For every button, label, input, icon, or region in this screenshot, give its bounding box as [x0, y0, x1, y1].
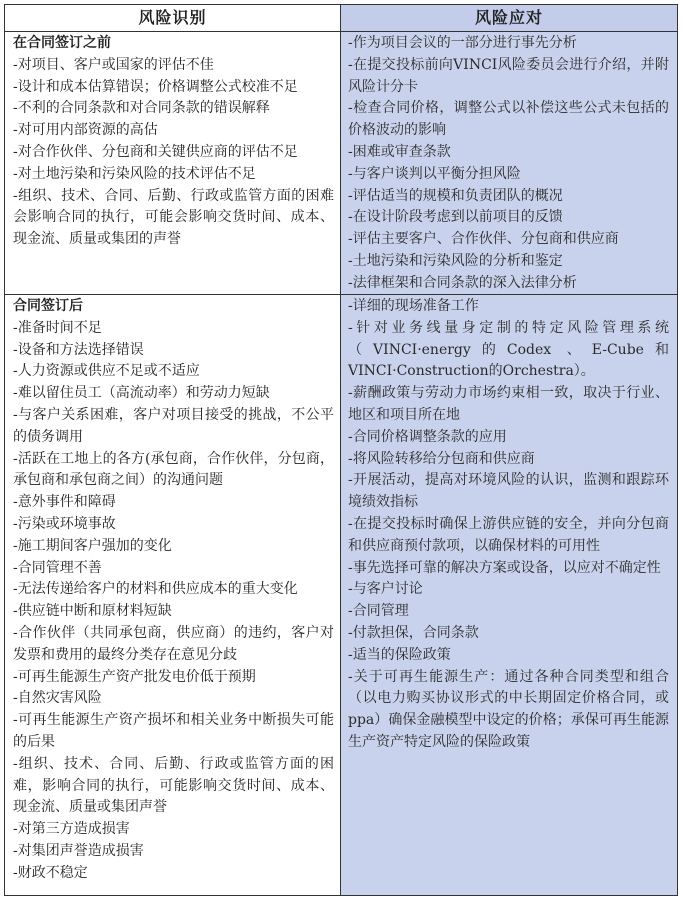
- before-response-item: -困难或审查条款: [348, 143, 451, 160]
- before-risk-item: -组织、技术、合同、后勤、行政或监管方面的困难会影响合同的执行，可能会影响交货时间、成本、现金流、质量或集团的声誉: [13, 187, 334, 248]
- after-risk-item: -可再生能源生产资产批发电价低于预期: [13, 668, 256, 685]
- after-response-item: -事先选择可靠的解决方案或设备，以应对不确定性: [348, 559, 661, 576]
- before-contract-risks: [5, 31, 340, 251]
- after-response-item: -合同价格调整条款的应用: [348, 428, 507, 445]
- after-contract-responses: [341, 294, 677, 754]
- after-response-item: -与客户讨论: [348, 581, 423, 598]
- risk-table: [4, 4, 678, 896]
- before-risk-item: -不利的合同条款和对合同条款的错误解释: [13, 100, 270, 117]
- after-risk-item: -可再生能源生产资产损坏和相关业务中断损失可能的后果: [13, 712, 334, 750]
- risk-response-column: [341, 5, 677, 895]
- after-risk-item: -活跃在工地上的各方(承包商，合作伙伴，分包商，承包商和承包商之间）的沟通问题: [13, 450, 334, 489]
- after-risk-item: -人力资源或供应不足或不适应: [13, 363, 200, 380]
- before-response-item: -与客户谈判以平衡分担风险: [348, 165, 521, 182]
- before-contract-responses: [341, 31, 677, 295]
- after-risk-item: -对第三方造成损害: [13, 821, 130, 838]
- after-response-item: -适当的保险政策: [348, 646, 451, 663]
- before-response-item: -检查合同价格，调整公式以补偿这些公式未包括的价格波动的影响: [348, 100, 669, 139]
- risk-identification-column: [5, 5, 341, 895]
- after-risk-item: -财政不稳定: [13, 864, 88, 881]
- after-risk-item: -设备和方法选择错误: [13, 341, 144, 358]
- after-response-item: -付款担保，合同条款: [348, 624, 479, 641]
- after-risk-item: -意外事件和障碍: [13, 494, 116, 511]
- before-response-item: -评估主要客户、合作伙伴、分包商和供应商: [348, 231, 619, 248]
- after-risk-item: -供应链中断和原材料短缺: [13, 603, 172, 620]
- after-risk-item: -组织、技术、合同、后勤、行政或监管方面的困难，影响合同的执行，可能影响交货时间、成本、现金流、质量或集团声誉: [13, 755, 334, 816]
- after-response-item: -将风险转移给分包商和供应商: [348, 450, 535, 467]
- after-risk-title: 合同签订后: [13, 298, 83, 314]
- after-risk-item: -自然灾害风险: [13, 690, 102, 707]
- after-contract-risks: [5, 294, 340, 885]
- after-risk-item: -施工期间客户强加的变化: [13, 537, 172, 554]
- before-response-item: -评估适当的规模和负责团队的概况: [348, 187, 563, 204]
- before-response-item: -在提交投标前向VINCI风险委员会进行介绍，并附风险计分卡: [348, 56, 669, 95]
- after-risk-item: -污染或环境事故: [13, 515, 116, 532]
- before-risk-item: -对项目、客户或国家的评估不佳: [13, 56, 214, 73]
- header-risk-response: 风险应对: [341, 5, 677, 32]
- after-response-item: -薪酬政策与劳动力市场约束相一致，取决于行业、地区和项目所在地: [348, 385, 669, 423]
- before-response-item: -作为项目会议的一部分进行事先分析: [348, 35, 577, 51]
- before-risk-item: -对土地污染和污染风险的技术评估不足: [13, 165, 256, 182]
- before-risk-item: -对可用内部资源的高估: [13, 122, 158, 139]
- after-risk-item: -与客户关系困难，客户对项目接受的挑战，不公平的债务调用: [13, 406, 334, 445]
- after-risk-item: -准备时间不足: [13, 319, 102, 336]
- header-risk-identification: 风险识别: [5, 5, 340, 32]
- after-response-item: -在提交投标时确保上游供应链的安全，并向分包商和供应商预付款项，以确保材料的可用性: [348, 515, 669, 554]
- after-risk-item: -对集团声誉造成损害: [13, 842, 144, 859]
- after-response-item: -详细的现场准备工作: [348, 298, 479, 314]
- before-response-item: -土地污染和污染风险的分析和鉴定: [348, 252, 563, 269]
- before-response-item: -在设计阶段考虑到以前项目的反馈: [348, 209, 563, 226]
- after-risk-item: -无法传递给客户的材料和供应成本的重大变化: [13, 581, 298, 598]
- before-risk-title: 在合同签订之前: [13, 35, 111, 51]
- after-risk-item: -合同管理不善: [13, 559, 102, 576]
- before-risk-item: -设计和成本估算错误；价格调整公式校准不足: [13, 78, 298, 95]
- after-response-item: -合同管理: [348, 603, 409, 620]
- before-response-item: -法律框架和合同条款的深入法律分析: [348, 274, 577, 291]
- before-risk-item: -对合作伙伴、分包商和关键供应商的评估不足: [13, 143, 298, 160]
- after-response-item: -关于可再生能源生产：通过各种合同类型和组合（以电力购买协议形式的中长期固定价格合同，或ppa）确保金融模型中设定的价格；承保可再生能源生产资产特定风险的保险政策: [348, 668, 669, 750]
- after-risk-item: -难以留住员工（高流动率）和劳动力短缺: [13, 385, 270, 402]
- after-response-item: -开展活动，提高对环境风险的认识，监测和跟踪环境绩效指标: [348, 472, 669, 511]
- after-response-item: -针对业务线量身定制的特定风险管理系统（VINCI·energy的Codex 、E-Cube和VINCI·Construction的Orchestra）。: [348, 319, 669, 380]
- after-risk-item: -合作伙伴（共同承包商，供应商）的违约，客户对发票和费用的最终分类存在意见分歧: [13, 624, 334, 663]
